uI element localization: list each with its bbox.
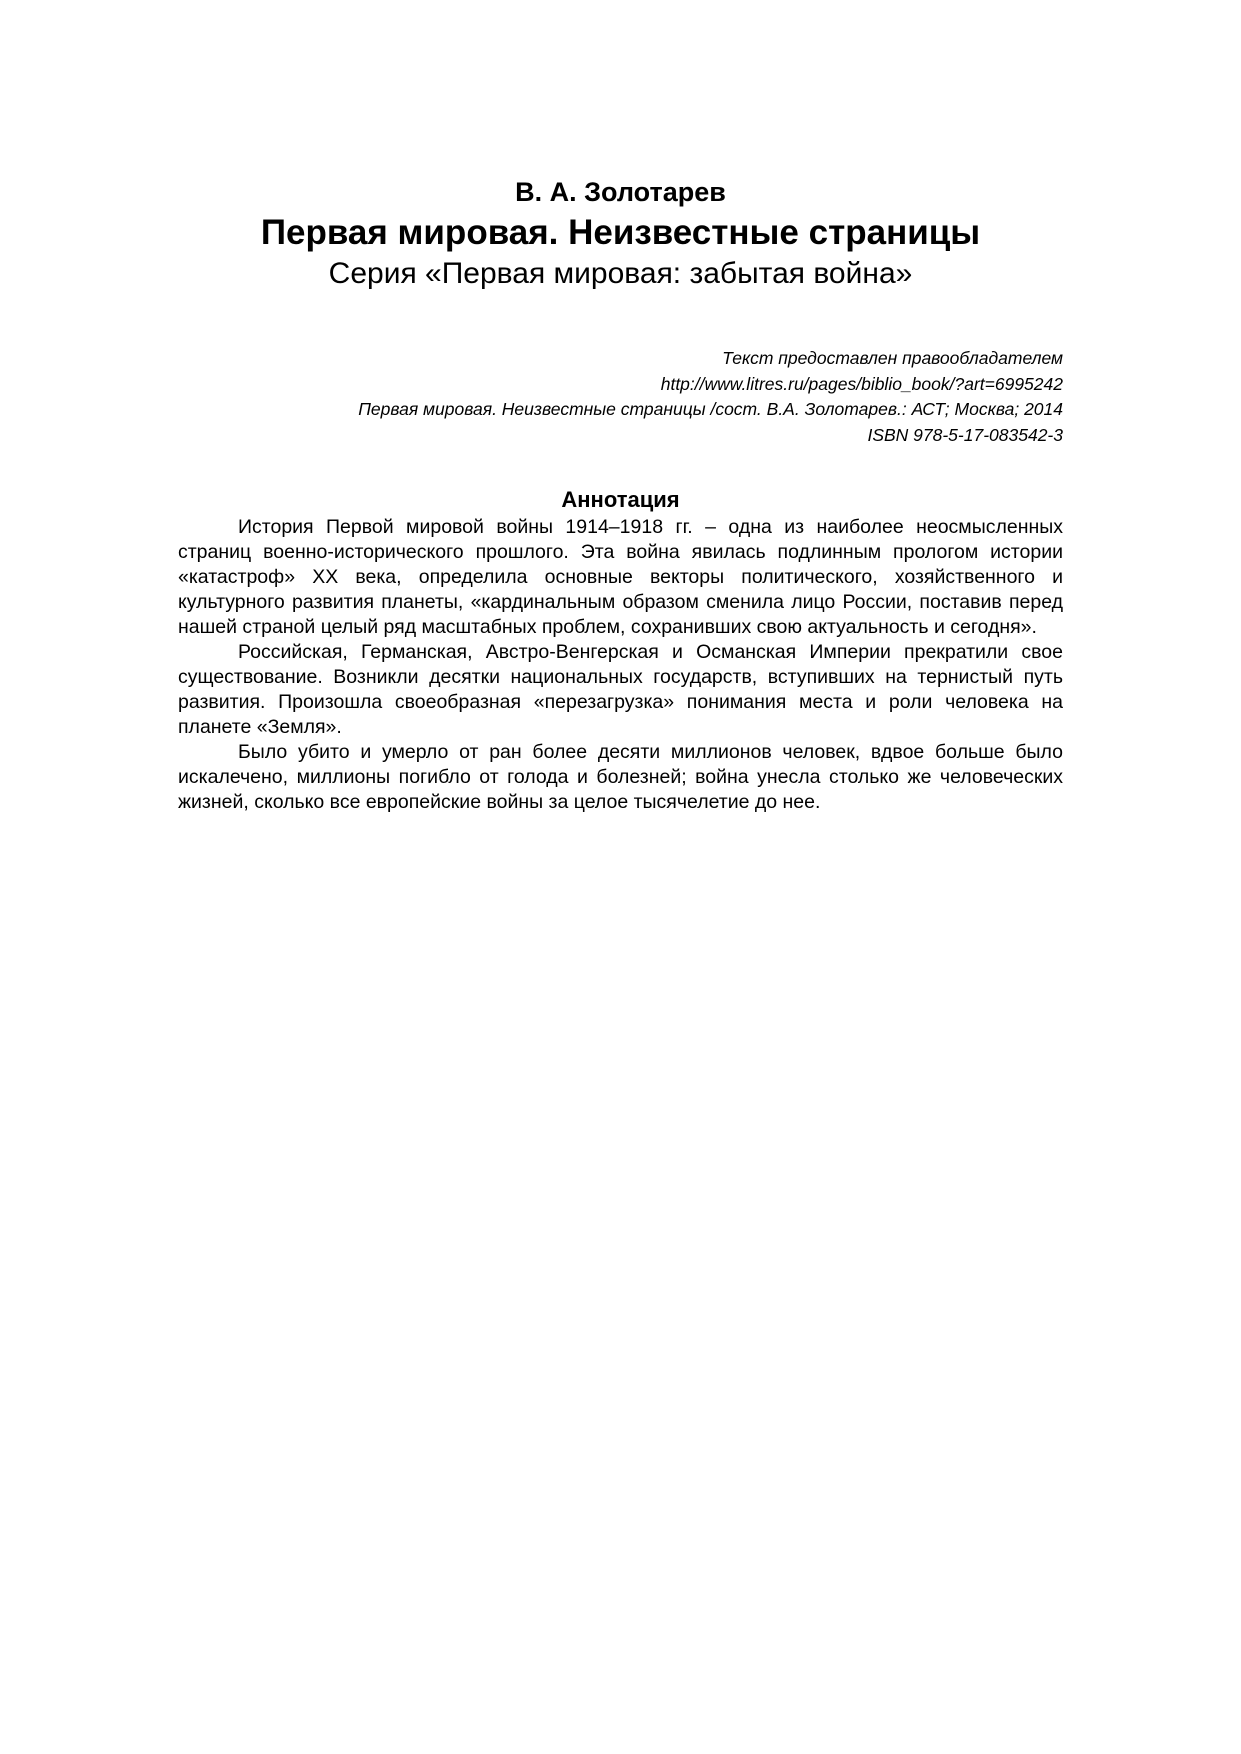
publication-info bbox=[178, 346, 1063, 448]
annotation-body bbox=[178, 515, 1063, 815]
book-title: Первая мировая. Неизвестные страницы bbox=[260, 213, 981, 252]
isbn: ISBN 978-5-17-083542-3 bbox=[867, 424, 1063, 445]
book-author: В. А. Золотарев bbox=[515, 177, 726, 207]
annotation-paragraph-1: История Первой мировой войны 1914–1918 гг. – одна из наиболее неосмысленных страниц военно-исторического прошлого. Эта война явилась подлинным прологом истории «катастроф» XX века, определила основные векторы политического, хозяйственного и культурного развития планеты, «кардинальным образом сменила лицо России, поставив перед нашей страной целый ряд масштабных проблем, сохранивших свою актуальность и сегодня». bbox=[178, 516, 1063, 638]
annotation-heading: Аннотация bbox=[561, 487, 680, 512]
source-url: http://www.litres.ru/pages/biblio_book/?art=6995242 bbox=[660, 373, 1063, 394]
bibliographic-reference: Первая мировая. Неизвестные страницы /сост. В.А. Золотарев.: АСТ; Москва; 2014 bbox=[358, 399, 1063, 419]
annotation-paragraph-3: Было убито и умерло от ран более десяти миллионов человек, вдвое больше было искалечено, миллионы погибло от голода и болезней; война унесла столько же человеческих жизней, сколько все европейские войны за целое тысячелетие до нее. bbox=[178, 741, 1063, 813]
book-series: Серия «Первая мировая: забытая война» bbox=[328, 257, 913, 290]
annotation-paragraph-2: Российская, Германская, Австро-Венгерская и Османская Империи прекратили свое существование. Возникли десятки национальных государств, вступивших на тернистый путь развития. Произошла своеобразная «перезагрузка» понимания места и роли человека на планете «Земля». bbox=[178, 641, 1063, 738]
rights-holder-note: Текст предоставлен правообладателем bbox=[722, 348, 1063, 368]
